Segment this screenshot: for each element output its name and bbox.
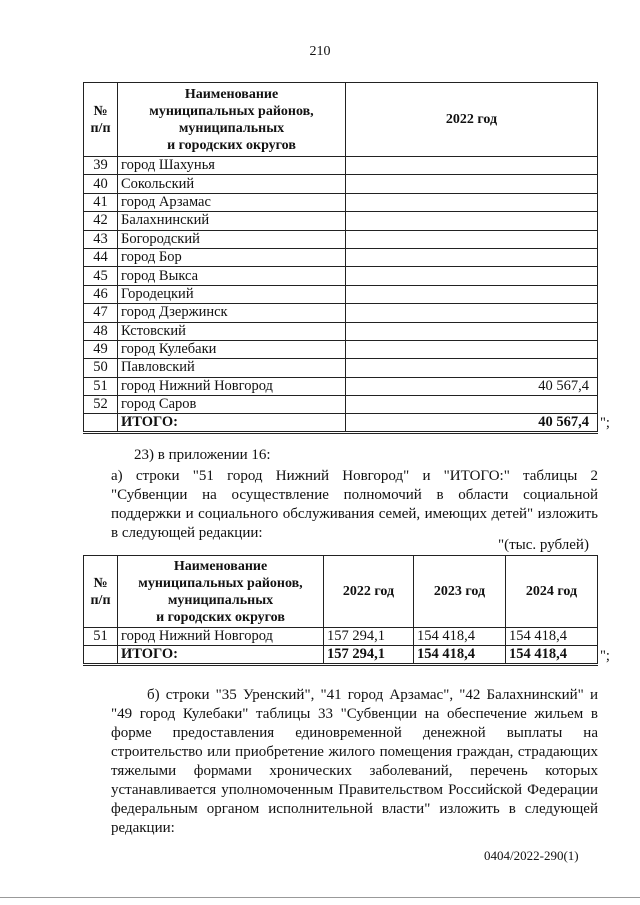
table-row — [84, 230, 598, 248]
row-value — [346, 285, 598, 303]
row-name: город Нижний Новгород — [118, 377, 346, 395]
row-name: город Выкса — [118, 267, 346, 285]
header-num: № п/п — [84, 83, 118, 157]
header-year-2022: 2022 год — [346, 83, 598, 157]
header-year-2024: 2024 год — [506, 556, 598, 628]
row-value — [346, 212, 598, 230]
table-row — [84, 193, 598, 211]
table-row — [84, 340, 598, 358]
table-row — [84, 267, 598, 285]
row-value: 40 567,4 — [346, 377, 598, 395]
units-note: "(тыс. рублей) — [498, 537, 589, 553]
row-num: 43 — [84, 230, 118, 248]
row-num: 48 — [84, 322, 118, 340]
total-value: 40 567,4 — [346, 414, 598, 433]
row-num: 42 — [84, 212, 118, 230]
row-value — [346, 157, 598, 175]
header-name-line: муниципальных — [167, 592, 274, 608]
row-name: город Арзамас — [118, 193, 346, 211]
table-row — [84, 628, 598, 646]
row-name: Сокольский — [118, 175, 346, 193]
row-value — [346, 396, 598, 414]
row-num: 40 — [84, 175, 118, 193]
table-row — [84, 212, 598, 230]
header-name-line: муниципальных — [178, 120, 285, 136]
table-2 — [83, 555, 598, 666]
table-row — [84, 396, 598, 414]
total-row — [84, 646, 598, 665]
header-name-line: Наименование — [184, 86, 279, 102]
row-name: город Саров — [118, 396, 346, 414]
item-23-heading: 23) в приложении 16: — [134, 447, 271, 463]
page-number: 210 — [309, 44, 331, 59]
row-value — [346, 340, 598, 358]
table-row — [84, 377, 598, 395]
total-label: ИТОГО: — [118, 414, 346, 433]
table-row — [84, 157, 598, 175]
header-name — [118, 83, 346, 157]
row-name: Городецкий — [118, 285, 346, 303]
row-name: город Бор — [118, 248, 346, 266]
item-23a-text: "Субвенции на осуществление полномочий в области социальной поддержки и социального обслуживания семей, имеющих детей" изложить в следующей редакции: — [111, 487, 598, 541]
row-num: 50 — [84, 359, 118, 377]
table-row — [84, 285, 598, 303]
row-name: Павловский — [118, 359, 346, 377]
total-row — [84, 414, 598, 433]
row-num: 46 — [84, 285, 118, 303]
table-row — [84, 322, 598, 340]
table-1 — [83, 82, 598, 434]
row-num: 44 — [84, 248, 118, 266]
item-b-text: "49 город Кулебаки" таблицы 33 "Субвенции на обеспечение жильем в форме предоставления единовременной денежной выплаты на строительство или приобретение жилого помещения граждан, страдающих тяжелыми формами хронических заболеваний, перечень которых устанавливается уполномоченным Правительством Российской Федерации федеральным органом исполнительной власти" изложить в следующей редакции: — [111, 706, 598, 836]
total-value-2022: 157 294,1 — [324, 646, 414, 665]
row-num: 51 — [84, 377, 118, 395]
table-row — [84, 248, 598, 266]
header-name-line: и городских округов — [156, 609, 285, 625]
header-name-line: муниципальных районов, — [149, 103, 314, 119]
row-num: 41 — [84, 193, 118, 211]
row-value — [346, 304, 598, 322]
header-year-2022: 2022 год — [324, 556, 414, 628]
row-value — [346, 193, 598, 211]
row-value-2022: 157 294,1 — [324, 628, 414, 646]
item-23a-first-line: а) строки "51 город Нижний Новгород" и "ИТОГО:" таблицы 2 — [111, 468, 598, 484]
row-num: 45 — [84, 267, 118, 285]
row-num: 52 — [84, 396, 118, 414]
total-label: ИТОГО: — [118, 646, 324, 665]
header-name-line: Наименование — [173, 558, 268, 574]
row-name: город Нижний Новгород — [118, 628, 324, 646]
total-num-cell — [84, 646, 118, 665]
row-name: Кстовский — [118, 322, 346, 340]
row-num: 49 — [84, 340, 118, 358]
row-value-2024: 154 418,4 — [506, 628, 598, 646]
total-value-2024: 154 418,4 — [506, 646, 598, 665]
row-value — [346, 248, 598, 266]
page-bottom-divider — [0, 897, 640, 898]
total-num-cell — [84, 414, 118, 433]
document-code: 0404/2022-290(1) — [484, 848, 579, 863]
header-name-line: и городских округов — [167, 137, 296, 153]
row-value — [346, 230, 598, 248]
table-2-closing-mark: "; — [600, 648, 610, 664]
row-name: город Шахунья — [118, 157, 346, 175]
row-name: город Дзержинск — [118, 304, 346, 322]
row-name: город Кулебаки — [118, 340, 346, 358]
table-row — [84, 175, 598, 193]
table-1-closing-mark: "; — [600, 415, 610, 431]
item-b-first-line: б) строки "35 Уренский", "41 город Арзамас", "42 Балахнинский" и — [147, 687, 598, 703]
row-name: Богородский — [118, 230, 346, 248]
row-value — [346, 322, 598, 340]
row-num: 39 — [84, 157, 118, 175]
row-value-2023: 154 418,4 — [414, 628, 506, 646]
table-row — [84, 359, 598, 377]
total-value-2023: 154 418,4 — [414, 646, 506, 665]
row-value — [346, 267, 598, 285]
row-num: 51 — [84, 628, 118, 646]
header-name — [118, 556, 324, 628]
header-name-line: муниципальных районов, — [138, 575, 303, 591]
row-value — [346, 359, 598, 377]
table-row — [84, 304, 598, 322]
header-num: № п/п — [84, 556, 118, 628]
header-year-2023: 2023 год — [414, 556, 506, 628]
row-num: 47 — [84, 304, 118, 322]
row-value — [346, 175, 598, 193]
row-name: Балахнинский — [118, 212, 346, 230]
